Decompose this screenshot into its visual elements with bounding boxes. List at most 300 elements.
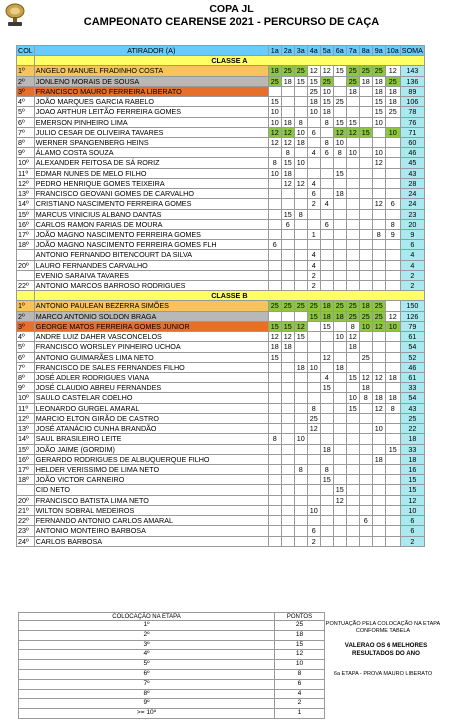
stage-score	[346, 434, 359, 444]
stage-score: 6	[281, 219, 294, 229]
stage-score: 10	[320, 86, 333, 96]
stage-score	[268, 219, 281, 229]
stage-score	[359, 260, 372, 270]
points-row	[19, 650, 325, 660]
stage-score: 12	[320, 352, 333, 362]
table-row	[17, 76, 425, 86]
rank-cell: 15º	[17, 209, 35, 219]
rank-cell: 6º	[17, 352, 35, 362]
stage-score	[320, 413, 333, 423]
stage-score: 18	[359, 76, 372, 86]
rank-cell: 10º	[17, 393, 35, 403]
stage-score: 25	[359, 66, 372, 76]
table-row	[17, 434, 425, 444]
rank-cell: 6º	[17, 117, 35, 127]
shooter-name: JOAO ARTHUR LEITÃO FERREIRA GOMES	[34, 107, 268, 117]
stage-score	[346, 281, 359, 291]
stage-score	[359, 229, 372, 239]
stage-score	[333, 76, 346, 86]
stage-score	[320, 189, 333, 199]
stage-score	[372, 178, 385, 188]
placement-cell: 9º	[19, 699, 275, 709]
stage-score	[320, 127, 333, 137]
stage-score	[359, 199, 372, 209]
points-header-cell: PONTOS	[275, 613, 325, 621]
stage-score: 10	[307, 362, 320, 372]
shooter-name: LEONARDO GURGEL AMARAL	[34, 403, 268, 413]
stage-score	[320, 526, 333, 536]
total-score: 54	[400, 342, 424, 352]
column-header: 10a	[386, 46, 399, 55]
table-row	[17, 189, 425, 199]
stage-score	[359, 444, 372, 454]
stage-score	[385, 495, 400, 505]
stage-score: 15	[294, 332, 307, 342]
stage-score	[320, 536, 333, 546]
stage-score: 18	[385, 393, 400, 403]
stage-score	[333, 454, 346, 464]
stage-score	[372, 332, 385, 342]
stage-score: 12	[268, 332, 281, 342]
stage-score	[385, 536, 400, 546]
stage-score: 25	[359, 311, 372, 321]
column-header: 3a	[294, 46, 307, 56]
stage-score	[307, 475, 320, 485]
stage-score	[268, 454, 281, 464]
stage-score	[372, 495, 385, 505]
rank-cell: 18º	[17, 475, 35, 485]
points-cell: 15	[275, 640, 325, 650]
stage-score	[281, 199, 294, 209]
stage-score	[268, 373, 281, 383]
stage-score	[385, 148, 400, 158]
stage-score: 15	[281, 209, 294, 219]
shooter-name: SAULO CASTELAR COELHO	[34, 393, 268, 403]
stage-score	[359, 137, 372, 147]
stage-score	[385, 342, 400, 352]
stage-score	[268, 311, 281, 321]
total-score: 60	[400, 137, 424, 147]
stage-score	[333, 516, 346, 526]
stage-score	[320, 454, 333, 464]
stage-score: 8	[320, 137, 333, 147]
stage-score	[333, 321, 346, 331]
stage-score	[346, 495, 359, 505]
stage-score: 18	[372, 76, 385, 86]
stage-score	[268, 281, 281, 291]
column-header: 8a	[359, 46, 372, 56]
table-row	[17, 301, 425, 311]
table-row	[17, 97, 425, 107]
points-row	[19, 621, 325, 631]
stage-score	[333, 240, 346, 250]
stage-score	[294, 444, 307, 454]
stage-score	[268, 505, 281, 515]
total-score: 136	[400, 76, 424, 86]
stage-score	[346, 97, 359, 107]
stage-score	[307, 209, 320, 219]
stage-score	[268, 229, 281, 239]
stage-score	[294, 373, 307, 383]
stage-score: 15	[281, 158, 294, 168]
stage-score	[372, 505, 385, 515]
table-row	[17, 495, 425, 505]
stage-score	[333, 270, 346, 280]
stage-score	[346, 229, 359, 239]
total-score: 71	[400, 127, 424, 137]
table-row	[17, 260, 425, 270]
stage-score	[307, 352, 320, 362]
stage-score: 15	[346, 403, 359, 413]
stage-score	[307, 464, 320, 474]
stage-score	[385, 413, 400, 423]
stage-score	[333, 424, 346, 434]
table-row	[17, 148, 425, 158]
rank-cell: 16º	[17, 219, 35, 229]
total-score: 2	[400, 270, 424, 280]
stage-score	[372, 209, 385, 219]
shooter-name: ALEXANDER FEITOSA DE SÁ RORIZ	[34, 158, 268, 168]
column-header: SOMA	[401, 46, 423, 55]
total-score: 33	[400, 383, 424, 393]
stage-score	[346, 240, 359, 250]
stage-score	[281, 250, 294, 260]
stage-score: 12	[268, 127, 281, 137]
rank-cell: 1º	[17, 66, 35, 76]
total-score: 10	[400, 505, 424, 515]
stage-score	[372, 526, 385, 536]
stage-score	[333, 373, 346, 383]
stage-score: 18	[281, 168, 294, 178]
stage-score	[346, 352, 359, 362]
stage-score	[385, 301, 400, 311]
stage-score: 25	[294, 301, 307, 311]
stage-score	[281, 413, 294, 423]
stage-score	[333, 434, 346, 444]
shooter-name: CID NETO	[34, 485, 268, 495]
stage-score	[307, 117, 320, 127]
stage-score	[268, 383, 281, 393]
stage-score	[307, 158, 320, 168]
stage-score	[385, 526, 400, 536]
stage-score: 10	[346, 148, 359, 158]
stage-score	[372, 383, 385, 393]
stage-score: 6	[307, 189, 320, 199]
shooter-name: JOÃO MAGNO NASCIMENTO FERREIRA GOMES	[34, 229, 268, 239]
table-row	[17, 362, 425, 372]
total-score: 15	[400, 485, 424, 495]
total-score: 54	[400, 393, 424, 403]
rank-cell: 17º	[17, 464, 35, 474]
table-row	[17, 526, 425, 536]
stage-score: 25	[385, 76, 400, 86]
stage-score	[307, 321, 320, 331]
shooter-name: ANTONIO PAULEAN BEZERRA SIMÕES	[34, 301, 268, 311]
stage-score	[268, 86, 281, 96]
stage-score: 12	[359, 373, 372, 383]
shooter-name: EVENIO SARAIVA TAVARES	[34, 270, 268, 280]
stage-score	[294, 270, 307, 280]
stage-score	[307, 444, 320, 454]
total-score: 9	[400, 229, 424, 239]
stage-score	[281, 485, 294, 495]
stage-score	[372, 434, 385, 444]
stage-score	[385, 209, 400, 219]
stage-score	[346, 199, 359, 209]
shooter-name: MARCUS VINICIUS ALBANO DANTAS	[34, 209, 268, 219]
table-row	[17, 383, 425, 393]
table-row	[17, 373, 425, 383]
stage-score	[281, 373, 294, 383]
stage-score: 18	[372, 393, 385, 403]
class-row	[17, 291, 425, 301]
stage-score	[385, 168, 400, 178]
rank-cell: 13º	[17, 189, 35, 199]
stage-score: 25	[281, 301, 294, 311]
stage-score	[346, 219, 359, 229]
stage-score: 15	[372, 97, 385, 107]
stage-score: 12	[281, 137, 294, 147]
stage-score: 6	[320, 219, 333, 229]
rank-cell: 4º	[17, 332, 35, 342]
stage-score: 15	[307, 311, 320, 321]
rank-cell	[17, 485, 35, 495]
total-score: 126	[400, 311, 424, 321]
stage-score: 12	[281, 332, 294, 342]
stage-score	[346, 158, 359, 168]
stage-score: 18	[333, 362, 346, 372]
stage-score: 10	[268, 168, 281, 178]
stage-score	[359, 240, 372, 250]
stage-score: 8	[307, 403, 320, 413]
points-cell: 8	[275, 669, 325, 679]
stage-score	[294, 189, 307, 199]
stage-score: 12	[385, 311, 400, 321]
stage-score	[359, 485, 372, 495]
stage-score	[268, 178, 281, 188]
total-score: 52	[400, 352, 424, 362]
rank-cell: 2º	[17, 311, 35, 321]
stage-score: 8	[281, 148, 294, 158]
stage-score	[281, 444, 294, 454]
total-score: 24	[400, 189, 424, 199]
stage-score: 25	[372, 301, 385, 311]
shooter-name: EDMAR NUNES DE MELO FILHO	[34, 168, 268, 178]
stage-score	[320, 342, 333, 352]
stage-score	[346, 516, 359, 526]
placement-cell: 6º	[19, 669, 275, 679]
shooter-name: JOÃO JAIME (GORDIM)	[34, 444, 268, 454]
placement-cell: >= 10º	[19, 709, 275, 719]
stage-score: 12	[333, 495, 346, 505]
stage-score	[346, 107, 359, 117]
stage-score	[320, 516, 333, 526]
stage-score	[346, 413, 359, 423]
shooter-name: CRISTIANO NASCIMENTO FERREIRA GOMES	[34, 199, 268, 209]
shooter-name: JONLENO MORAIS DE SOUSA	[34, 76, 268, 86]
total-score: 24	[400, 199, 424, 209]
stage-score	[268, 199, 281, 209]
stage-score: 8	[346, 321, 359, 331]
table-row	[17, 158, 425, 168]
stage-score: 25	[268, 76, 281, 86]
stage-score	[372, 352, 385, 362]
table-row	[17, 250, 425, 260]
stage-score	[359, 148, 372, 158]
stage-score: 10	[294, 158, 307, 168]
table-row	[17, 199, 425, 209]
stage-score: 10	[294, 434, 307, 444]
rank-cell: 12º	[17, 178, 35, 188]
rank-cell: 7º	[17, 127, 35, 137]
points-cell: 25	[275, 621, 325, 631]
stage-score	[281, 260, 294, 270]
stage-score	[359, 158, 372, 168]
shooter-name: MARCIO ELTON GIRÃO DE CASTRO	[34, 413, 268, 423]
stage-score	[281, 189, 294, 199]
stage-score: 15	[372, 107, 385, 117]
stage-score	[333, 107, 346, 117]
stage-score: 15	[307, 76, 320, 86]
stage-score: 15	[346, 117, 359, 127]
stage-score	[294, 250, 307, 260]
shooter-name: ÁLAMO COSTA SOUZA	[34, 148, 268, 158]
stage-score: 18	[307, 97, 320, 107]
rank-cell: 17º	[17, 229, 35, 239]
stage-score: 15	[320, 383, 333, 393]
stage-score: 9	[385, 229, 400, 239]
shooter-name: JOÃO VICTOR CARNEIRO	[34, 475, 268, 485]
stage-score	[294, 107, 307, 117]
stage-score	[359, 424, 372, 434]
rank-cell: 9º	[17, 148, 35, 158]
stage-score: 10	[385, 127, 400, 137]
stage-score: 6	[307, 127, 320, 137]
stage-score: 25	[346, 66, 359, 76]
shooter-name: MARCO ANTONIO SOLDON BRAGA	[34, 311, 268, 321]
table-row	[17, 86, 425, 96]
shooter-name: JOÃO MARQUES GARCIA RABELO	[34, 97, 268, 107]
stage-score: 15	[333, 168, 346, 178]
shooter-name: WERNER SPANGENBERG HEINS	[34, 137, 268, 147]
stage-score: 18	[385, 86, 400, 96]
stage-score	[372, 444, 385, 454]
stage-score	[359, 413, 372, 423]
stage-score	[294, 168, 307, 178]
total-score: 79	[400, 321, 424, 331]
rank-cell: 3º	[17, 86, 35, 96]
stage-score: 6	[385, 199, 400, 209]
stage-score: 8	[385, 219, 400, 229]
stage-score	[333, 413, 346, 423]
stage-score: 18	[268, 66, 281, 76]
points-header-cell: COLOCAÇÃO NA ETAPA	[19, 613, 275, 621]
stage-score	[268, 485, 281, 495]
stage-score	[346, 362, 359, 372]
stage-score	[268, 516, 281, 526]
stage-score	[320, 250, 333, 260]
stage-score: 12	[372, 199, 385, 209]
stage-score	[320, 495, 333, 505]
total-score: 46	[400, 362, 424, 372]
stage-score	[294, 413, 307, 423]
stage-score: 4	[320, 199, 333, 209]
column-header: 1a	[268, 46, 281, 56]
table-row	[17, 270, 425, 280]
stage-score	[307, 485, 320, 495]
stage-score	[333, 475, 346, 485]
class-spacer	[17, 56, 35, 66]
stage-score	[294, 229, 307, 239]
stage-score	[320, 178, 333, 188]
stage-score	[333, 393, 346, 403]
stage-score	[333, 86, 346, 96]
stage-score: 15	[294, 76, 307, 86]
table-row	[17, 485, 425, 495]
stage-score	[333, 199, 346, 209]
total-score: 15	[400, 475, 424, 485]
stage-score	[333, 403, 346, 413]
stage-score: 15	[333, 485, 346, 495]
shooter-name: PEDRO HENRIQUE GOMES TEIXEIRA	[34, 178, 268, 188]
stage-score: 25	[307, 86, 320, 96]
shooter-name: ANGELO MANUEL FRADINHO COSTA	[34, 66, 268, 76]
stage-score: 2	[307, 270, 320, 280]
stage-score: 8	[294, 464, 307, 474]
total-score: 45	[400, 158, 424, 168]
stage-score: 10	[372, 424, 385, 434]
stage-score	[346, 168, 359, 178]
stage-score	[385, 424, 400, 434]
table-row	[17, 321, 425, 331]
stage-score	[346, 424, 359, 434]
stage-score	[333, 505, 346, 515]
footnote: 6a ETAPA - PROVA MAURO LIBERATO	[333, 671, 433, 677]
stage-score: 15	[320, 321, 333, 331]
stage-score	[333, 342, 346, 352]
stage-score: 18	[333, 311, 346, 321]
stage-score	[385, 281, 400, 291]
stage-score: 18	[372, 454, 385, 464]
stage-score: 10	[294, 127, 307, 137]
rank-cell: 21º	[17, 505, 35, 515]
stage-score	[385, 352, 400, 362]
table-row	[17, 403, 425, 413]
stage-score: 2	[307, 199, 320, 209]
stage-score	[359, 362, 372, 372]
shooter-name: FRANCISCO BATISTA LIMA NETO	[34, 495, 268, 505]
stage-score	[281, 454, 294, 464]
stage-score: 15	[281, 321, 294, 331]
stage-score	[346, 485, 359, 495]
stage-score: 12	[372, 373, 385, 383]
stage-score	[359, 189, 372, 199]
stage-score	[346, 444, 359, 454]
stage-score	[320, 168, 333, 178]
stage-score: 8	[320, 117, 333, 127]
rank-cell: 20º	[17, 260, 35, 270]
stage-score	[372, 250, 385, 260]
stage-score	[359, 434, 372, 444]
table-row	[17, 475, 425, 485]
stage-score: 25	[268, 301, 281, 311]
stage-score	[359, 454, 372, 464]
stage-score: 12	[385, 66, 400, 76]
stage-score	[372, 475, 385, 485]
stage-score	[359, 209, 372, 219]
stage-score	[307, 495, 320, 505]
stage-score	[346, 505, 359, 515]
